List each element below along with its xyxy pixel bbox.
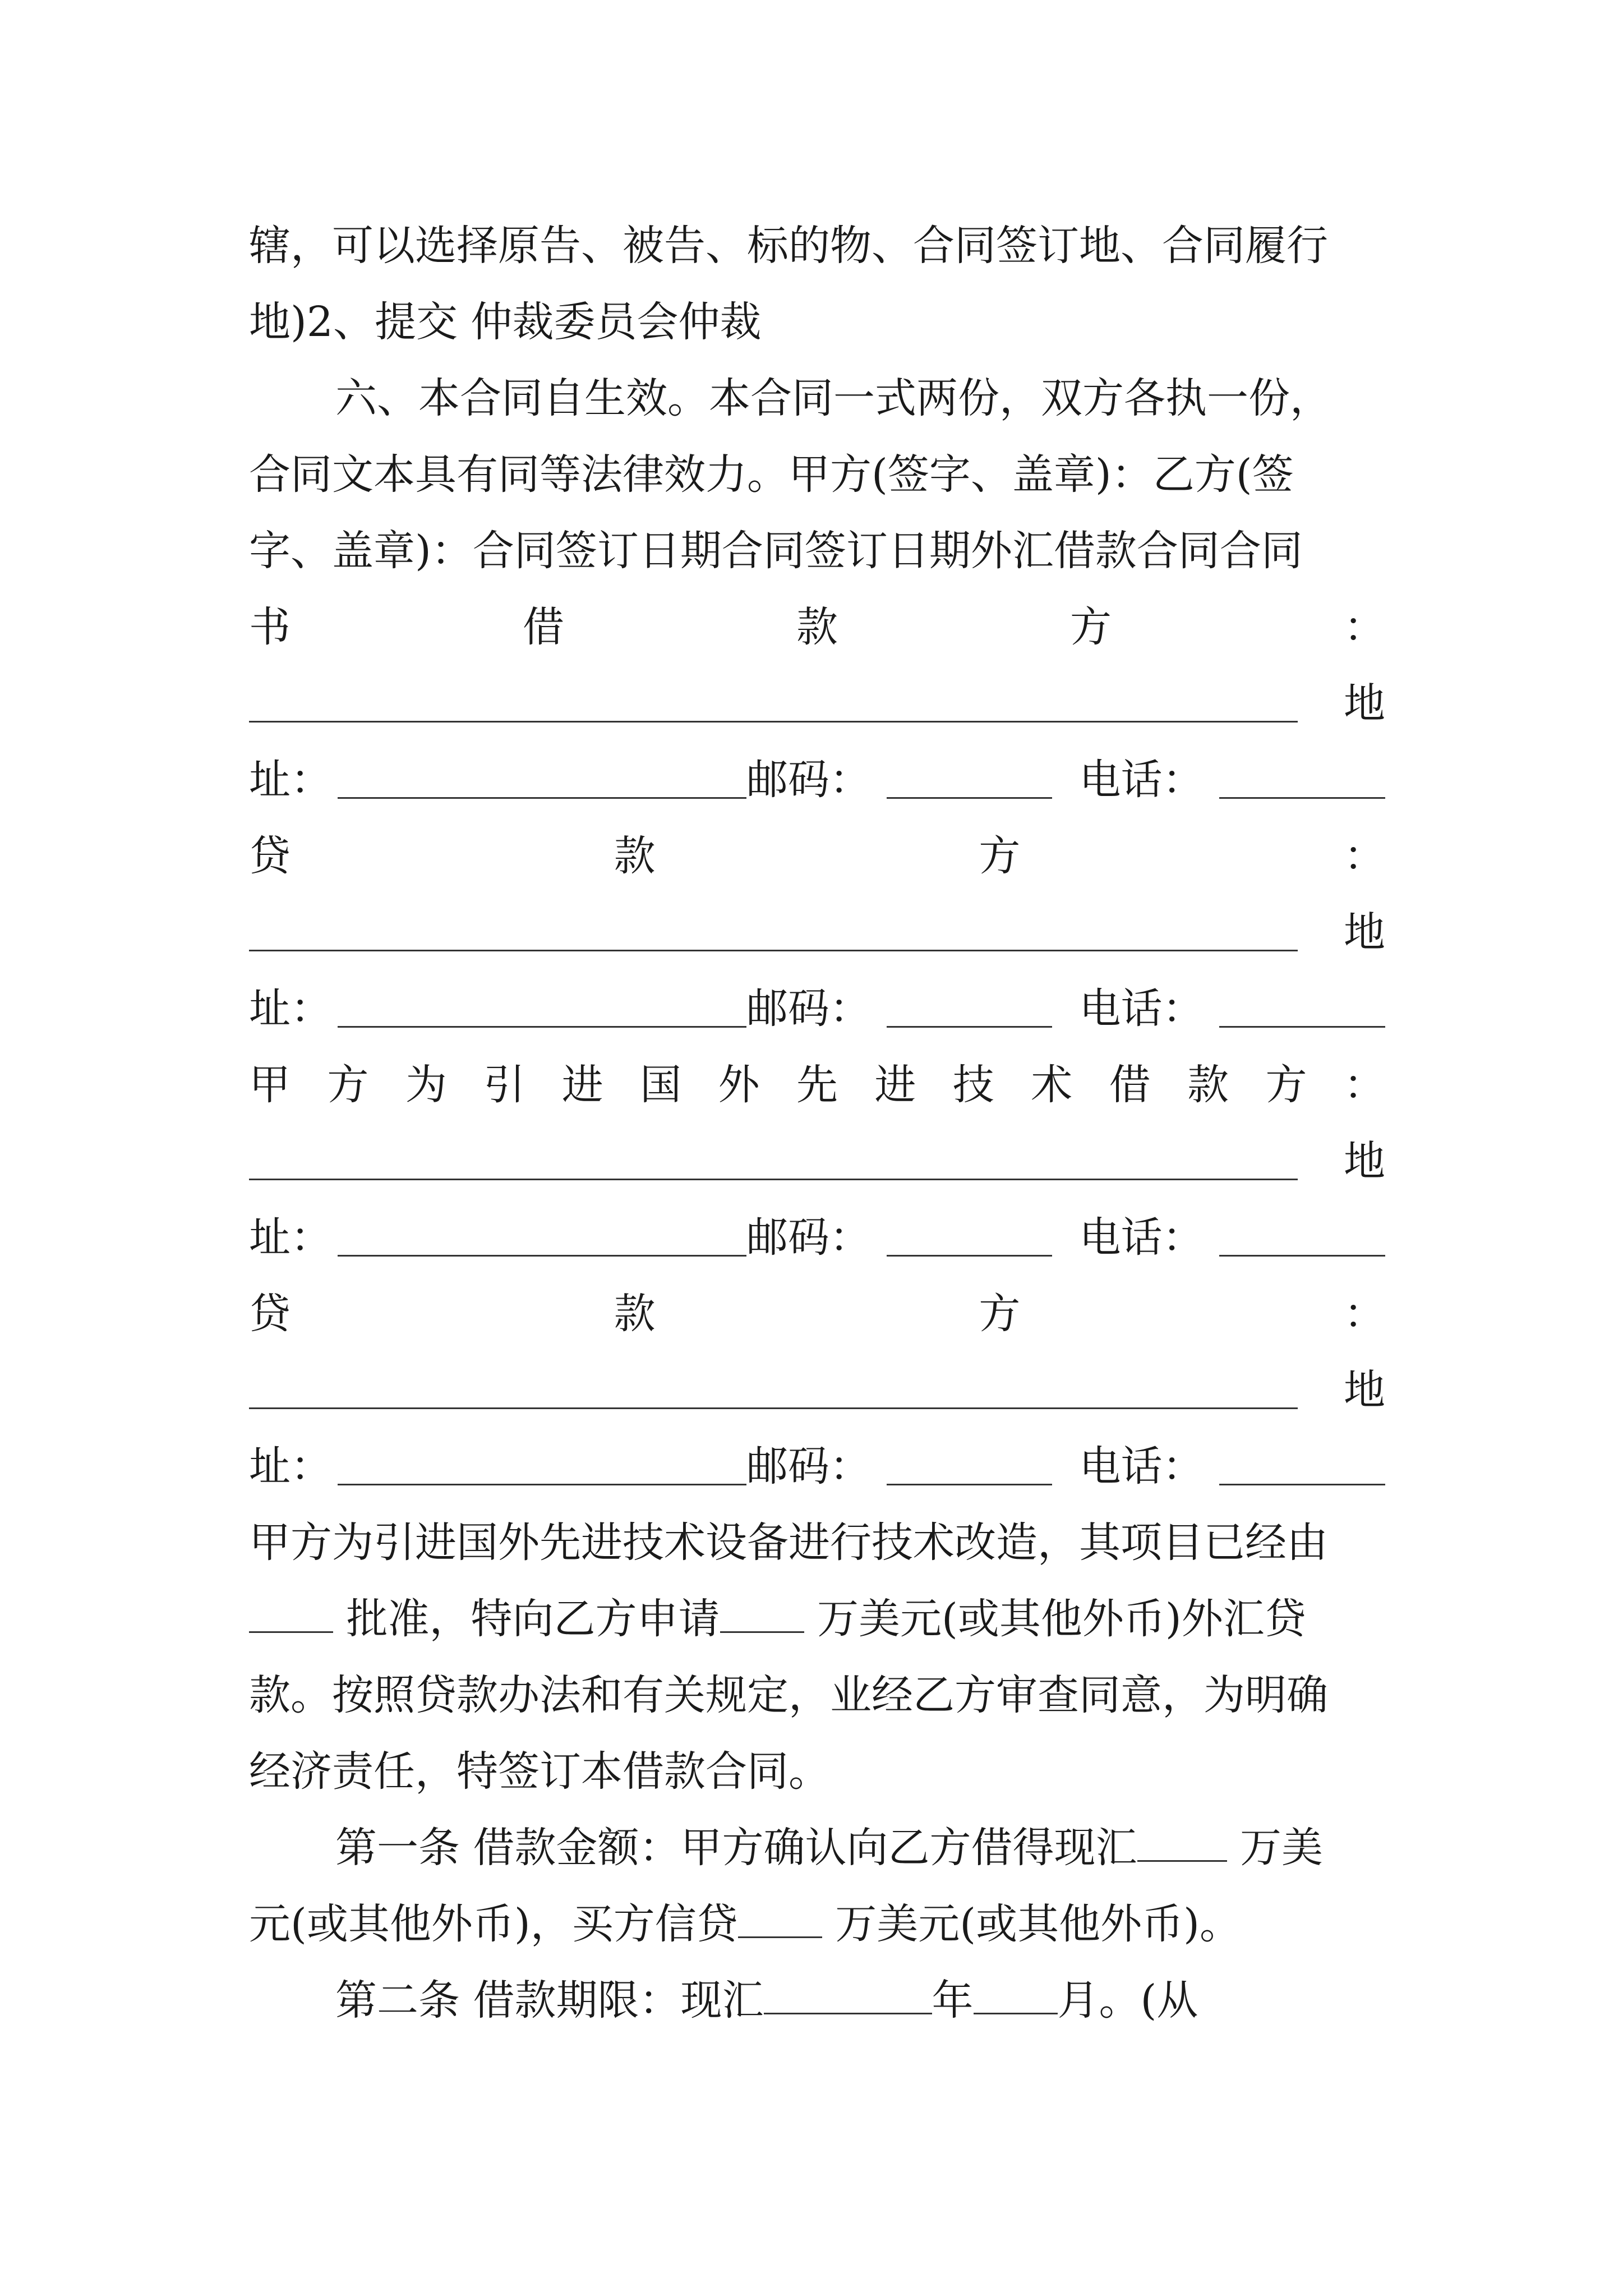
- text-line: 辖，可以选择原告、被告、标的物、合同签订地、合同履行: [249, 222, 1328, 270]
- article-text: 月。(从: [1057, 1976, 1198, 2024]
- name-blank[interactable]: [249, 950, 1298, 951]
- name-blank[interactable]: [249, 1179, 1298, 1180]
- name-blank-row: [249, 1123, 1385, 1199]
- clause-six: 六、本合同自生效。本合同一式两份，双方各执一份，: [335, 374, 1331, 422]
- postcode-blank[interactable]: [887, 1484, 1053, 1485]
- address-blank[interactable]: [338, 1255, 746, 1257]
- heading-char: 贷: [249, 832, 291, 880]
- name-blank-row: [249, 894, 1385, 970]
- heading-char: 贷: [249, 1290, 291, 1338]
- phone-blank[interactable]: [1219, 1026, 1385, 1028]
- postcode-blank[interactable]: [887, 797, 1053, 799]
- intro-paragraph-line: 经济责任，特签订本借款合同。: [249, 1747, 830, 1796]
- postcode-label: 邮码：: [746, 1442, 871, 1490]
- article-one-cont: [249, 1886, 1385, 1962]
- heading-char: 款: [614, 832, 656, 880]
- name-blank[interactable]: [249, 721, 1298, 723]
- heading-char: ：: [1343, 1061, 1385, 1109]
- phone-blank[interactable]: [1219, 797, 1385, 799]
- document-body: [249, 208, 1385, 2039]
- article-text: 第一条 借款金额：甲方确认向乙方借得现汇: [335, 1824, 1137, 1872]
- address-row: [249, 742, 1385, 818]
- address-blank[interactable]: [338, 1484, 746, 1485]
- text-line: 地)2、提交 仲裁委员会仲裁: [249, 298, 762, 346]
- amount-blank[interactable]: [720, 1598, 804, 1633]
- heading-char: ：: [1343, 832, 1385, 880]
- address-label: 址：: [249, 984, 332, 1033]
- postcode-blank[interactable]: [887, 1255, 1053, 1257]
- phone-label: 电话：: [1079, 756, 1204, 804]
- lender-heading: [249, 818, 1385, 894]
- postcode-label: 邮码：: [746, 984, 871, 1033]
- address-row: [249, 970, 1385, 1047]
- article-text: 元(或其他外币)，买方信贷: [249, 1900, 738, 1948]
- heading-char: 方: [327, 1061, 369, 1109]
- address-row: [249, 1428, 1385, 1504]
- heading-char: ：: [1344, 603, 1385, 651]
- heading-char: 方: [979, 1290, 1021, 1338]
- heading-char: 外: [718, 1061, 760, 1109]
- article-text: 万美: [1227, 1824, 1324, 1872]
- postcode-blank[interactable]: [887, 1026, 1053, 1028]
- heading-char: 书: [249, 603, 291, 651]
- lender-heading: [249, 1276, 1385, 1352]
- heading-char: 技: [952, 1061, 994, 1109]
- address-blank[interactable]: [338, 1026, 746, 1028]
- heading-char: 款: [1187, 1061, 1229, 1109]
- article-two: [249, 1962, 1385, 2039]
- month-blank[interactable]: [974, 1979, 1058, 2014]
- heading-char: 方: [1070, 603, 1112, 651]
- phone-blank[interactable]: [1219, 1484, 1385, 1485]
- heading-char: 进: [561, 1061, 603, 1109]
- intro-text: 万美元(或其他外币)外汇贷: [804, 1595, 1306, 1643]
- article-text: 第二条 借款期限：现汇: [335, 1976, 764, 2024]
- postcode-label: 邮码：: [746, 1213, 871, 1262]
- phone-label: 电话：: [1079, 1213, 1204, 1262]
- postcode-label: 邮码：: [746, 756, 871, 804]
- phone-blank[interactable]: [1219, 1255, 1385, 1257]
- address-tail: 地: [1344, 1366, 1385, 1414]
- heading-char: 借: [1109, 1061, 1151, 1109]
- heading-char: 进: [874, 1061, 916, 1109]
- name-blank[interactable]: [249, 1407, 1298, 1409]
- text-line: 字、盖章)：合同签订日期合同签订日期外汇借款合同合同: [249, 527, 1303, 575]
- heading-char: 款: [614, 1290, 656, 1338]
- heading-char: 方: [1265, 1061, 1307, 1109]
- address-label: 址：: [249, 756, 332, 804]
- article-text: 万美元(或其他外币)。: [822, 1900, 1242, 1948]
- address-tail: 地: [1344, 1137, 1385, 1185]
- heading-char: 为: [405, 1061, 447, 1109]
- heading-char: 款: [796, 603, 838, 651]
- heading-char: 引: [483, 1061, 525, 1109]
- name-blank-row: [249, 1352, 1385, 1428]
- address-label: 址：: [249, 1213, 332, 1262]
- address-blank[interactable]: [338, 797, 746, 799]
- heading-char: 甲: [249, 1061, 291, 1109]
- intro-paragraph-line: 甲方为引进国外先进技术设备进行技术改造，其项目已经由: [249, 1519, 1328, 1567]
- heading-char: 术: [1031, 1061, 1073, 1109]
- address-tail: 地: [1344, 679, 1385, 728]
- address-tail: 地: [1344, 908, 1385, 956]
- phone-label: 电话：: [1079, 1442, 1204, 1490]
- article-text: 年: [932, 1976, 974, 2024]
- borrower-heading: [249, 589, 1385, 665]
- text-line: 合同文本具有同等法律效力。甲方(签字、盖章)：乙方(签: [249, 450, 1294, 499]
- cash-amount-blank[interactable]: [1137, 1826, 1227, 1862]
- heading-char: 借: [523, 603, 564, 651]
- article-one: [249, 1810, 1385, 1886]
- name-blank-row: [249, 665, 1385, 742]
- address-label: 址：: [249, 1442, 332, 1490]
- heading-char: 国: [640, 1061, 682, 1109]
- credit-amount-blank[interactable]: [738, 1903, 822, 1938]
- heading-char: 方: [979, 832, 1021, 880]
- approver-blank[interactable]: [249, 1598, 333, 1633]
- phone-label: 电话：: [1079, 984, 1204, 1033]
- heading-char: ：: [1343, 1290, 1385, 1338]
- intro-paragraph-line: 款。按照贷款办法和有关规定，业经乙方审查同意，为明确: [249, 1671, 1328, 1719]
- intro-text: 批准，特向乙方申请: [333, 1595, 720, 1643]
- year-blank[interactable]: [764, 1979, 932, 2014]
- party-a-heading: [249, 1047, 1385, 1123]
- heading-char: 先: [796, 1061, 838, 1109]
- intro-paragraph-line: [249, 1581, 1385, 1657]
- address-row: [249, 1199, 1385, 1276]
